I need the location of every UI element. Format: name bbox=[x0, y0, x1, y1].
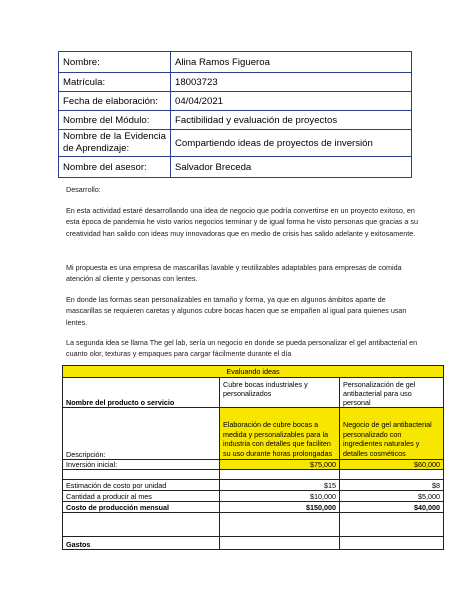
info-row-id bbox=[59, 73, 412, 92]
info-row-evidence bbox=[59, 130, 412, 157]
eval-production-cost-row bbox=[63, 502, 444, 513]
eval-products-row bbox=[63, 378, 444, 408]
description-label: Descripción: bbox=[63, 408, 220, 460]
paragraph-3: En donde las formas sean personalizables en tamaño y forma, ya que en algunos ámbitos aparte de mascarillas se requieren caretas y algunos cubre bocas hacen que se empañen al igual para quienes usan lentes. bbox=[66, 295, 407, 327]
eval-title: Evaluando ideas bbox=[63, 366, 444, 378]
info-value: 04/04/2021 bbox=[171, 92, 412, 111]
info-row-date bbox=[59, 92, 412, 111]
info-label bbox=[59, 130, 171, 157]
paragraph-4: La segunda idea se llama The gel lab, sería un negocio en donde se pueda personalizar el gel antibacterial en cuanto olor, texturas y empaques para cargar fácilmente durante el día bbox=[66, 338, 418, 359]
expenses-1 bbox=[220, 537, 340, 550]
production-cost-2: $40,000 bbox=[340, 502, 444, 513]
expenses-label: Gastos bbox=[63, 537, 220, 550]
spacer-cell bbox=[220, 470, 340, 480]
eval-spacer-row-2 bbox=[63, 513, 444, 537]
info-row-name bbox=[59, 52, 412, 73]
eval-spacer-row bbox=[63, 470, 444, 480]
spacer-cell bbox=[220, 513, 340, 537]
info-value: 18003723 bbox=[171, 73, 412, 92]
section-heading: Desarrollo: bbox=[66, 185, 101, 194]
investment-2: $60,000 bbox=[340, 460, 444, 470]
info-row-module bbox=[59, 111, 412, 130]
spacer-cell bbox=[63, 470, 220, 480]
eval-description-row bbox=[63, 408, 444, 460]
quantity-2: $5,000 bbox=[340, 491, 444, 502]
product-2: Personalización de gel antibacterial para uso personal bbox=[340, 378, 444, 408]
student-info-table bbox=[58, 51, 412, 178]
info-label-line2: de Aprendizaje: bbox=[63, 143, 130, 154]
spacer-cell bbox=[340, 513, 444, 537]
info-label: Fecha de elaboración: bbox=[59, 92, 171, 111]
eval-quantity-row bbox=[63, 491, 444, 502]
eval-unit-cost-row bbox=[63, 480, 444, 491]
quantity-label: Cantidad a producir al mes bbox=[63, 491, 220, 502]
description-1: Elaboración de cubre bocas a medida y personalizables para la industria con detalles que faciliten su uso durante horas prolongadas bbox=[220, 408, 340, 460]
info-label: Matrícula: bbox=[59, 73, 171, 92]
production-cost-label: Costo de producción mensual bbox=[63, 502, 220, 513]
eval-investment-row bbox=[63, 460, 444, 470]
info-label-line1: Nombre de la Evidencia bbox=[63, 131, 166, 142]
expenses-2 bbox=[340, 537, 444, 550]
info-label: Nombre del asesor: bbox=[59, 157, 171, 178]
paragraph-1: En esta actividad estaré desarrollando una idea de negocio que podría convertirse en un proyecto exitoso, en esta época de pandemia he visto varios negocios terminar y de igual forma he visto personas que gracias a su creatividad han salido con ideas muy innovadoras que en medio de crisis has salido adelante y exitosamente. bbox=[66, 206, 418, 238]
investment-1: $75,000 bbox=[220, 460, 340, 470]
eval-title-row bbox=[63, 366, 444, 378]
info-label: Nombre: bbox=[59, 52, 171, 73]
spacer-cell bbox=[63, 513, 220, 537]
spacer-cell bbox=[340, 470, 444, 480]
unit-cost-2: $8 bbox=[340, 480, 444, 491]
production-cost-1: $150,000 bbox=[220, 502, 340, 513]
product-1: Cubre bocas industriales y personalizados bbox=[220, 378, 340, 408]
info-label: Nombre del Módulo: bbox=[59, 111, 171, 130]
description-2: Negocio de gel antibacterial personalizado con ingredientes naturales y detalles cosméticos bbox=[340, 408, 444, 460]
unit-cost-label: Estimación de costo por unidad bbox=[63, 480, 220, 491]
quantity-1: $10,000 bbox=[220, 491, 340, 502]
eval-expenses-row bbox=[63, 537, 444, 550]
evaluation-table bbox=[62, 365, 444, 550]
info-value: Salvador Breceda bbox=[171, 157, 412, 178]
unit-cost-1: $15 bbox=[220, 480, 340, 491]
paragraph-2: Mi propuesta es una empresa de mascarillas lavable y reutilizables adaptables para empresas de comida atención al cliente y personas con lentes. bbox=[66, 263, 402, 284]
investment-label: Inversión inicial: bbox=[63, 460, 220, 470]
info-value: Compartiendo ideas de proyectos de inversión bbox=[171, 130, 412, 157]
info-row-advisor bbox=[59, 157, 412, 178]
products-header: Nombre del producto o servicio bbox=[63, 378, 220, 408]
info-value: Alina Ramos Figueroa bbox=[171, 52, 412, 73]
info-value: Factibilidad y evaluación de proyectos bbox=[171, 111, 412, 130]
